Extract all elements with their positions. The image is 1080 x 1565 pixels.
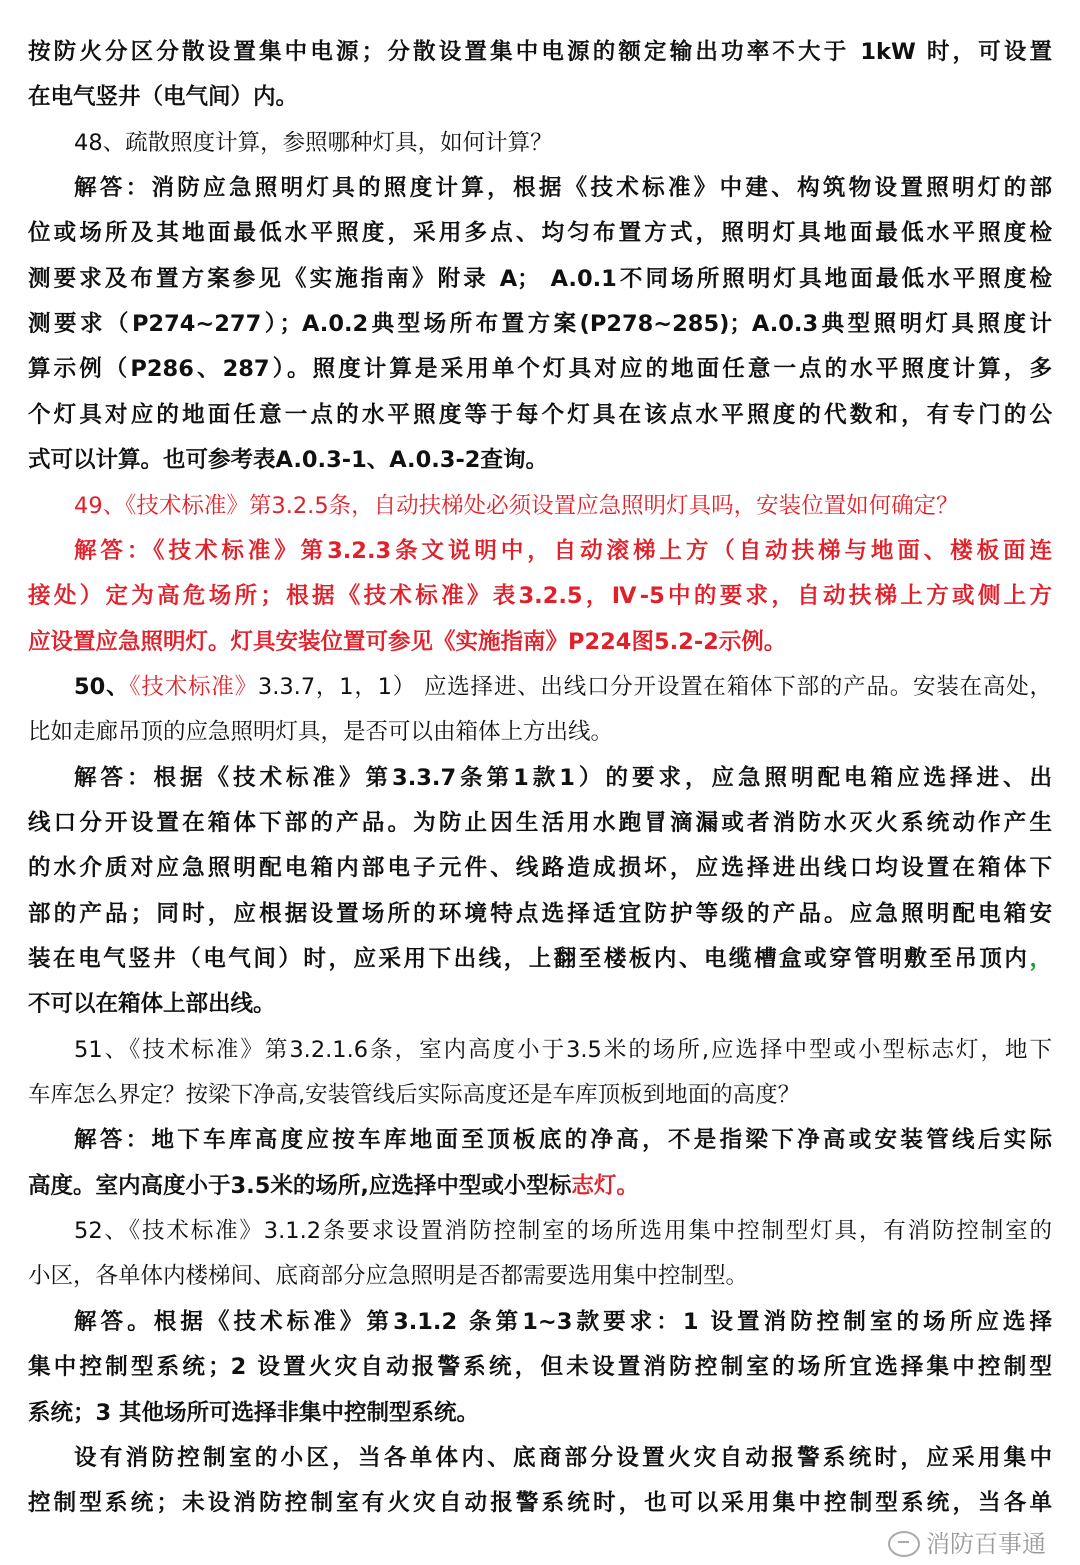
- text-segment: 解答。根据《技术标准》第3.1.2 条第1~3款要求：1 设置消防控制室的场所应选择: [74, 1308, 1052, 1335]
- text-line: [28, 845, 1052, 891]
- text-segment: 系统；3 其他场所可选择非集中控制型系统。: [28, 1399, 479, 1426]
- text-segment: 位或场所及其地面最低水平照度，采用多点、均匀布置方式，照明灯具地面最低水平照度检: [28, 220, 1052, 247]
- text-segment: 50、: [74, 673, 130, 700]
- text-segment: 按防火分区分散设置集中电源；分散设置集中电源的额定输出功率不大于 1kW 时，可设置: [28, 39, 1052, 65]
- text-line: [28, 256, 1052, 302]
- text-line: [28, 1390, 1052, 1436]
- text-segment: 部的产品；同时，应根据设置场所的环境特点选择适宜防护等级的产品。应急照明配电箱安: [28, 900, 1052, 927]
- text-line: [28, 1163, 1052, 1209]
- text-segment: 3.3.7，1，1） 应选择进、出线口分开设置在箱体下部的产品。安装在高处，: [257, 673, 1052, 700]
- text-segment: 解答：地下车库高度应按车库地面至顶板底的净高，不是指梁下净高或安装管线后实际: [74, 1127, 1052, 1154]
- text-line: [74, 1299, 1052, 1345]
- text-segment: 不可以在箱体上部出线。: [28, 991, 276, 1018]
- text-segment: 小区，各单体内楼梯间、底商部分应急照明是否都需要选用集中控制型。: [28, 1263, 749, 1290]
- text-line: [28, 301, 1052, 347]
- text-segment: 高度。室内高度小于3.5米的场所,应选择中型或小型标: [28, 1172, 572, 1199]
- text-segment: 设有消防控制室的小区，当各单体内、底商部分设置火灾自动报警系统时，应采用集中: [74, 1444, 1052, 1471]
- text-segment: 算示例（P286、287）。照度计算是采用单个灯具对应的地面任意一点的水平照度计算，多: [28, 356, 1052, 383]
- text-line: [28, 573, 1052, 619]
- text-line: [74, 120, 1052, 166]
- text-segment: 应设置应急照明灯。灯具安装位置可参见《实施指南》P224图5.2-2示例。: [28, 628, 787, 655]
- text-line: [74, 1208, 1052, 1254]
- text-segment: 控制型系统；未设消防控制室有火灾自动报警系统时，也可以采用集中控制型系统，当各单: [28, 1490, 1052, 1517]
- text-line: [74, 1117, 1052, 1163]
- text-line: [74, 165, 1052, 211]
- text-line: [28, 29, 1052, 75]
- text-line: [28, 981, 1052, 1027]
- text-line: [28, 709, 1052, 755]
- text-line: [74, 528, 1052, 574]
- text-segment: 装在电气竖井（电气间）时，应采用下出线，上翻至楼板内、电缆槽盒或穿管明敷至吊顶内: [28, 946, 1030, 972]
- text-line: [74, 1027, 1052, 1073]
- text-line: [28, 210, 1052, 256]
- text-line: [28, 1072, 1052, 1118]
- text-line: [28, 346, 1052, 392]
- text-line: [28, 392, 1052, 438]
- text-line: [28, 936, 1052, 982]
- text-line: [28, 800, 1052, 846]
- text-segment: 解答：《技术标准》第3.2.3条文说明中，自动滚梯上方（自动扶梯与地面、楼板面连: [74, 537, 1052, 564]
- text-segment: 车库怎么界定？按梁下净高,安装管线后实际高度还是车库顶板到地面的高度？: [28, 1082, 801, 1109]
- text-line: [28, 619, 1052, 665]
- text-segment: 51、《技术标准》第3.2.1.6条，室内高度小于3.5米的场所,应选择中型或小型标志灯，地下: [74, 1036, 1052, 1063]
- text-line: [28, 891, 1052, 937]
- text-line: [28, 1480, 1052, 1526]
- watermark: [888, 1528, 1046, 1560]
- text-segment: 49、《技术标准》第3.2.5条，自动扶梯处必须设置应急照明灯具吗，安装位置如何确定？: [74, 492, 959, 519]
- text-segment: 比如走廊吊顶的应急照明灯具，是否可以由箱体上方出线。: [28, 719, 614, 746]
- text-line: [74, 483, 1052, 529]
- text-line: [28, 1253, 1052, 1299]
- text-segment: 测要求（P274~277）；A.0.2典型场所布置方案(P278~285)；A.0.3典型照明灯具照度计: [28, 311, 1052, 338]
- text-segment: 志灯。: [571, 1172, 639, 1199]
- text-line: [28, 74, 1052, 120]
- text-segment: 的水介质对应急照明配电箱内部电子元件、线路造成损坏，应选择进出线口均设置在箱体下: [28, 855, 1052, 882]
- watermark-text: 消防百事通: [926, 1530, 1046, 1558]
- text-line: [74, 664, 1052, 710]
- text-line: [28, 1344, 1052, 1390]
- text-segment: 式可以计算。也可参考表A.0.3-1、A.0.3-2查询。: [28, 447, 548, 474]
- text-segment: 解答：根据《技术标准》第3.3.7条第1款1）的要求，应急照明配电箱应选择进、出: [74, 764, 1052, 791]
- text-segment: 52、《技术标准》3.1.2条要求设置消防控制室的场所选用集中控制型灯具，有消防控制室的: [74, 1218, 1052, 1245]
- text-segment: 集中控制型系统；2 设置火灾自动报警系统，但未设置消防控制室的场所宜选择集中控制型: [28, 1354, 1052, 1381]
- text-segment: 在电气竖井（电气间）内。: [28, 84, 299, 111]
- text-segment: 《技术标准》: [129, 673, 258, 700]
- text-line: [28, 437, 1052, 483]
- text-segment: ，: [1029, 946, 1052, 972]
- text-segment: 解答：消防应急照明灯具的照度计算，根据《技术标准》中建、构筑物设置照明灯的部: [74, 175, 1052, 202]
- text-line: [74, 1435, 1052, 1481]
- text-segment: 线口分开设置在箱体下部的产品。为防止因生活用水跑冒滴漏或者消防水灭火系统动作产生: [28, 809, 1052, 836]
- text-segment: 48、疏散照度计算，参照哪种灯具，如何计算？: [74, 129, 553, 156]
- text-line: [74, 755, 1052, 801]
- wechat-icon: [888, 1531, 920, 1557]
- text-segment: 接处）定为高危场所；根据《技术标准》表3.2.5，Ⅳ-5中的要求，自动扶梯上方或侧上方: [28, 583, 1052, 610]
- text-segment: 个灯具对应的地面任意一点的水平照度等于每个灯具在该点水平照度的代数和，有专门的公: [28, 401, 1052, 428]
- text-segment: 测要求及布置方案参见《实施指南》附录 A； A.0.1不同场所照明灯具地面最低水平照度检: [28, 265, 1052, 292]
